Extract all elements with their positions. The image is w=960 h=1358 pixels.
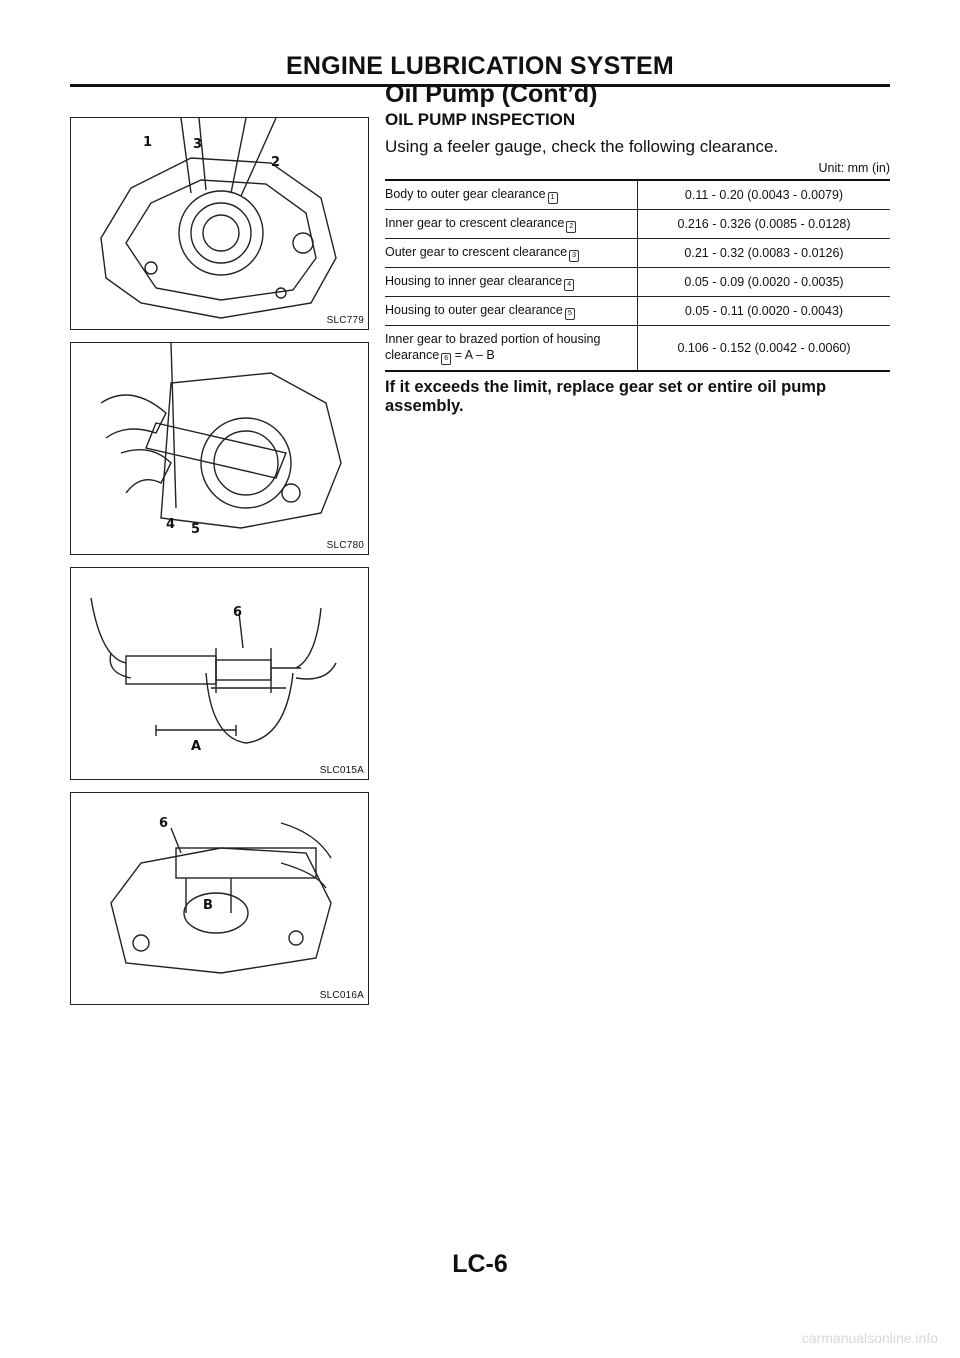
callout-a: A — [191, 739, 202, 754]
callout-4: 4 — [166, 517, 176, 532]
ref-number-icon: 6 — [441, 353, 451, 365]
intro-text: Using a feeler gauge, check the following clearance. — [385, 137, 779, 156]
figure-slc779 — [70, 117, 369, 330]
row-item: Outer gear to crescent clearance — [385, 245, 568, 259]
row-item: Inner gear to brazed portion of housing clearance — [385, 332, 601, 362]
ref-number-icon: 5 — [565, 308, 575, 320]
header-title: ENGINE LUBRICATION SYSTEM — [286, 52, 674, 80]
table-row — [385, 268, 890, 297]
table-row — [385, 180, 890, 210]
oil-pump-body-illustration — [71, 118, 368, 329]
figure-label: SLC780 — [326, 540, 364, 551]
row-value: 0.11 - 0.20 (0.0043 - 0.0079) — [638, 180, 891, 210]
callout-2: 2 — [271, 155, 281, 170]
row-value: 0.216 - 0.326 (0.0085 - 0.0128) — [638, 210, 891, 239]
row-value: 0.05 - 0.11 (0.0020 - 0.0043) — [638, 297, 891, 326]
callout-b: B — [203, 898, 213, 913]
page-number: LC-6 — [452, 1250, 508, 1278]
figure-label: SLC015A — [319, 765, 364, 776]
table-row — [385, 297, 890, 326]
section-heading: OIL PUMP INSPECTION — [385, 110, 576, 129]
callout-6: 6 — [233, 605, 243, 620]
figure-label: SLC016A — [319, 990, 364, 1001]
callout-1: 1 — [143, 135, 153, 150]
table-row — [385, 239, 890, 268]
clearance-table — [385, 179, 890, 372]
ref-number-icon: 4 — [564, 279, 574, 291]
watermark: carmanualsonline.info — [801, 1330, 938, 1346]
row-value: 0.106 - 0.152 (0.0042 - 0.0060) — [638, 326, 891, 372]
row-item: Housing to inner gear clearance — [385, 274, 563, 288]
content-column — [385, 110, 890, 416]
row-formula: = A – B — [454, 348, 495, 362]
callout-3: 3 — [193, 137, 203, 152]
feeler-gauge-illustration — [71, 343, 368, 554]
figure-slc780 — [70, 342, 369, 555]
table-row — [385, 326, 890, 372]
figure-label: SLC779 — [326, 315, 364, 326]
micrometer-illustration — [71, 568, 368, 779]
row-item: Inner gear to crescent clearance — [385, 216, 565, 230]
row-item: Body to outer gear clearance — [385, 187, 546, 201]
callout-6: 6 — [159, 816, 169, 831]
ref-number-icon: 2 — [566, 221, 576, 233]
caliper-illustration — [71, 793, 368, 1004]
ref-number-icon: 3 — [569, 250, 579, 262]
unit-label: Unit: mm (in) — [818, 161, 890, 175]
table-row — [385, 210, 890, 239]
row-item: Housing to outer gear clearance — [385, 303, 563, 317]
row-value: 0.05 - 0.09 (0.0020 - 0.0035) — [638, 268, 891, 297]
limit-note: If it exceeds the limit, replace gear set or entire oil pump assembly. — [385, 378, 827, 415]
ref-number-icon: 1 — [548, 192, 558, 204]
figure-slc016a — [70, 792, 369, 1005]
figure-slc015a — [70, 567, 369, 780]
callout-5: 5 — [191, 522, 201, 537]
section-title: Oil Pump (Cont’d) — [385, 80, 598, 108]
row-value: 0.21 - 0.32 (0.0083 - 0.0126) — [638, 239, 891, 268]
